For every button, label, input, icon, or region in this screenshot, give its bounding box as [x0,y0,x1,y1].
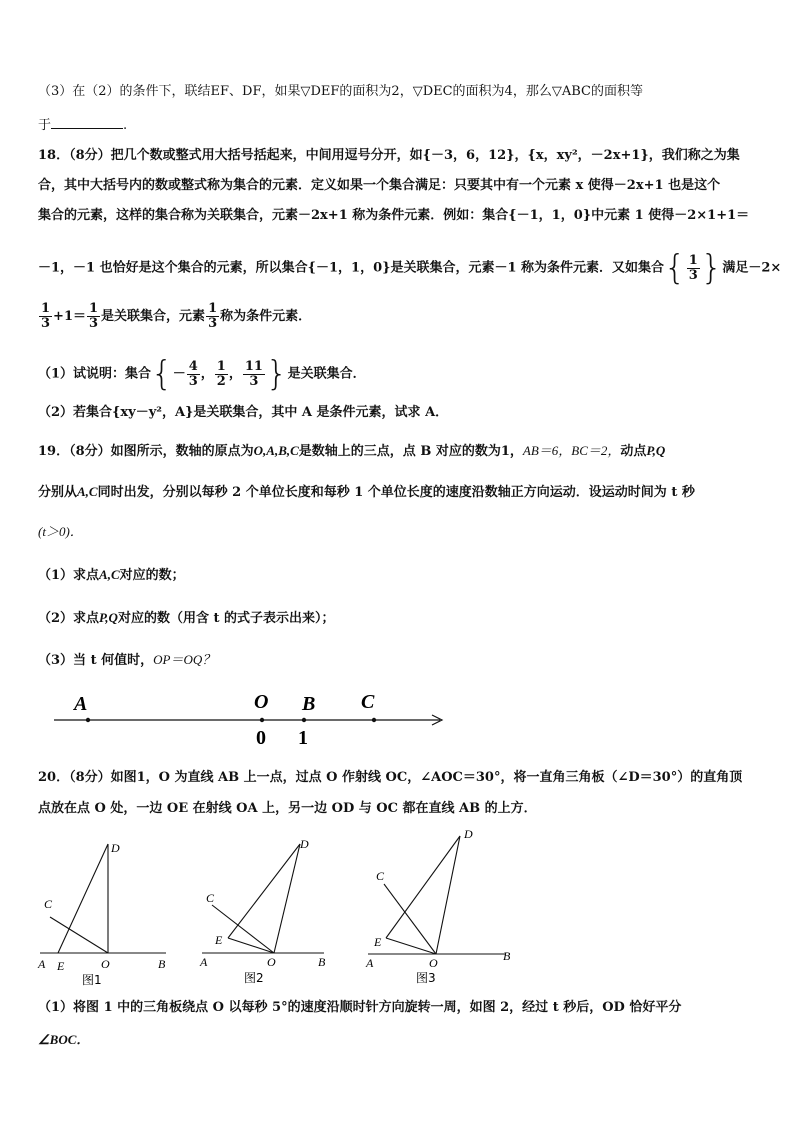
side-de [58,844,108,953]
label-b: B [503,949,511,963]
label-one: 1 [298,727,308,749]
label-e: E [374,935,382,949]
q18-line2: 合，其中大括号内的数或整式称为集合的元素．定义如果一个集合满足：只要其中有一个元素 x 使得－2x+1 也是这个 [38,178,721,193]
label-b: B [318,955,326,969]
q18-line5-tail: 称为条件元素． [220,309,312,324]
comma: ， [200,366,214,382]
q17-part3-line2 [38,116,127,136]
numerator: 11 [244,358,263,374]
q18-part1-text: （1）试说明：集合 [38,366,152,382]
number-line-figure [40,686,460,750]
q19-line1-e: 动点 [620,444,647,459]
denominator: 3 [188,373,198,389]
q19-part2-a: （2）求点 [38,611,100,626]
q19-line2 [38,482,695,503]
side-de [386,836,460,938]
q17-period: . [123,118,128,133]
label-o: O [429,956,438,970]
q19-part1 [38,565,185,586]
q19-line2-a: 分别从 [38,485,78,500]
label-e: E [57,959,65,973]
label-d: D [464,827,473,841]
fraction-one-third [87,302,100,331]
q19-part1-a: （1）求点 [38,568,100,583]
numerator: 4 [188,358,198,374]
label-o: O [101,957,110,971]
label-c: C [376,869,385,883]
minus-sign: － [172,366,186,382]
point-b-dot [302,718,306,722]
fraction-eleven-thirds [243,360,265,389]
label-o: O [267,955,276,969]
q19-line2-c: 同时出发，分别以每秒 2 个单位长度和每秒 1 个单位长度的速度沿数轴正方向运动．设运动时间为 t 秒 [97,485,695,500]
q18-line5-mid: 是关联集合，元素 [101,309,206,324]
label-a: A [366,956,374,970]
q19-points-ac: A,C [77,484,98,499]
point-a-dot [86,718,90,722]
figure-1-caption: 图1 [82,973,102,987]
q18-part1-tail: 是关联集合． [287,366,366,382]
q19-ab-bc: AB＝6，BC＝2， [522,443,621,458]
denominator: 3 [41,316,51,331]
point-c-dot [372,718,376,722]
q20-part1-line2: ∠BOC． [38,1032,90,1047]
q20-line1: 20．（8分）如图1，O 为直线 AB 上一点，过点 O 作射线 OC，∠AOC＝30°，将一直角三角板（∠D＝30°）的直角顶 [38,770,743,785]
answer-blank [51,116,123,129]
label-c: C [44,897,53,911]
q18-line4-tail: 满足－2× [722,260,782,276]
label-b: B [158,957,166,971]
figure-1 [30,830,180,990]
fraction-one-third [39,302,52,331]
fraction-one-half [215,360,228,389]
q18-part2: （2）若集合{xy－y²，A}是关联集合，其中 A 是条件元素，试求 A． [38,405,449,420]
left-brace: { [151,354,173,394]
q19-line1-a: 19．（8分）如图所示，数轴的原点为 [38,444,254,459]
numerator: 1 [216,358,226,374]
point-o-dot [260,718,264,722]
q17-part3-line1: （3）在（2）的条件下，联结EF、DF，如果▽DEF的面积为2，▽DEC的面积为4，那么▽ABC的面积等 [38,84,643,99]
ray-oc [384,884,436,954]
label-d: D [300,837,309,851]
label-a: A [200,955,208,969]
q20-line2: 点放在点 O 处，一边 OE 在射线 OA 上，另一边 OD 与 OC 都在直线 AB 的上方． [38,801,537,816]
ray-oc [50,917,108,953]
numerator: 1 [89,301,99,316]
denominator: 3 [688,267,698,283]
q19-part3 [38,650,215,671]
denominator: 3 [89,316,99,331]
q19-points-oabc: O,A,B,C [253,443,299,458]
q19-part1-pts: A,C [99,567,120,582]
figure-2 [194,830,344,990]
side-oe [228,938,274,953]
q19-part3-eq: OP＝OQ？ [153,652,216,667]
figure-2-caption: 图2 [244,971,264,985]
q18-line3: 集合的元素，这样的集合称为关联集合，元素－2x+1 称为条件元素．例如：集合{－1，1，0}中元素 1 使得－2×1+1＝ [38,208,750,223]
label-zero: 0 [256,727,266,749]
q18-part1 [38,356,366,392]
side-oe [386,938,436,954]
q18-line4-text: －1，－1 也恰好是这个集合的元素，所以集合{－1，1，0}是关联集合，元素－1 称为条件元素．又如集合 [38,260,665,276]
label-a: A [74,693,88,715]
label-e: E [215,933,223,947]
left-brace: { [664,248,686,288]
q20-part1-line1: （1）将图 1 中的三角板绕点 O 以每秒 5°的速度沿顺时针方向旋转一周，如图 2，经过 t 秒后，OD 恰好平分 [38,1000,682,1015]
right-brace: } [265,354,288,394]
numerator: 1 [41,301,51,316]
label-b: B [302,693,316,715]
q19-points-pq: P,Q [646,443,666,458]
q19-part3-a: （3）当 t 何值时， [38,653,154,668]
q19-line1 [38,441,665,462]
fraction-one-third [206,302,219,331]
fraction-four-thirds [187,360,200,389]
denominator: 3 [208,316,218,331]
q19-line1-c: 是数轴上的三点，点 B 对应的数为1， [298,444,523,459]
q19-part2 [38,608,335,629]
q18-plus-one: +1＝ [53,309,86,324]
label-c: C [206,891,215,905]
figure-3 [360,822,520,992]
denominator: 3 [249,373,259,389]
q19-part2-pts: P,Q [99,610,118,625]
fraction-one-third [687,254,700,283]
q19-part1-c: 对应的数； [119,568,185,583]
q19-line3: (t＞0)． [38,524,83,539]
label-o: O [254,691,269,713]
label-c: C [361,691,375,713]
numerator: 1 [208,301,218,316]
denominator: 2 [216,373,226,389]
comma: ， [228,366,242,382]
q18-line4 [38,250,781,286]
side-od [436,836,460,954]
numerator: 1 [688,252,698,268]
q19-part2-c: 对应的数（用含 t 的式子表示出来）； [117,611,335,626]
q17-text-yu: 于 [38,118,52,133]
label-a: A [38,957,46,971]
q18-line5 [38,302,311,331]
q18-line1: 18．（8分）把几个数或整式用大括号括起来，中间用逗号分开，如{－3，6，12}，{x，xy²，－2x+1}，我们称之为集 [38,148,740,163]
label-d: D [111,841,120,855]
figure-3-caption: 图3 [416,971,436,985]
right-brace: } [700,248,723,288]
